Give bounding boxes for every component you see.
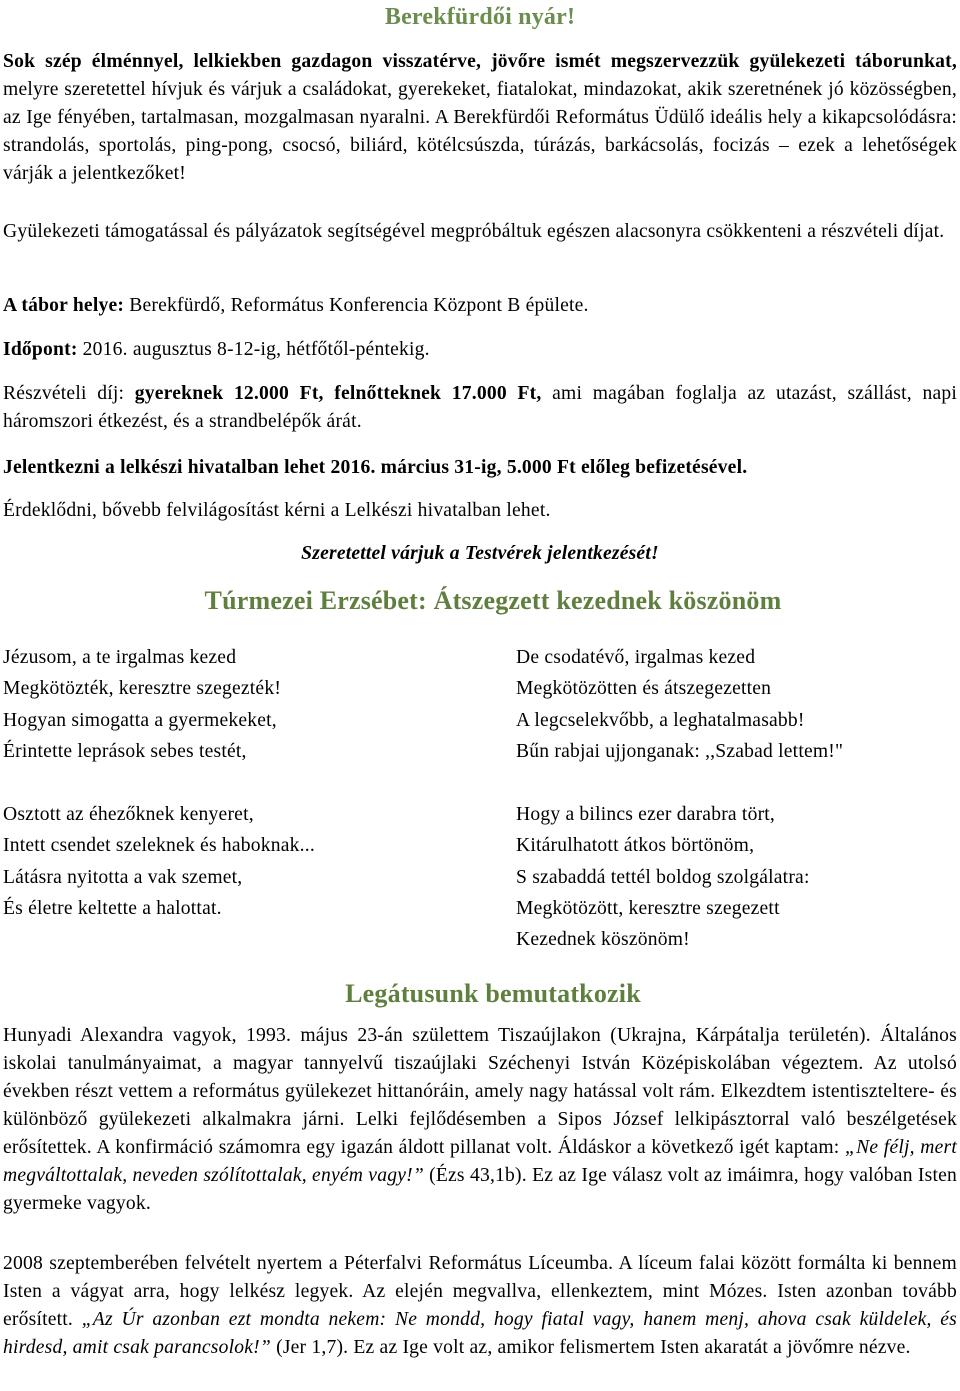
inquire-info: Érdeklődni, bővebb felvilágosítást kérni a Lelkészi hivatalban lehet. <box>3 500 551 521</box>
legatus-paragraph-1 <box>3 1022 957 1218</box>
poem-line: De csodatévő, irgalmas kezed <box>516 647 756 668</box>
legatus-p2-text: 2008 szeptemberében felvételt nyertem a Péterfalvi Református Líceumba. A líceum falai között formálta ki bennem Isten a vágyat arra, hogy lelkész legyek. Az elején megvallva, ellenkeztem, mint Mózes. Isten azonban tovább erősített. <box>3 1253 957 1330</box>
poem-line: Kitárulhatott átkos börtönöm, <box>516 835 755 857</box>
legatus-paragraph-2 <box>3 1250 957 1362</box>
poem-line: Hogyan simogatta a gyermekeket, <box>3 709 277 731</box>
closing-line <box>0 540 960 568</box>
poem-title: Túrmezei Erzsébet: Átszegzett kezednek köszönöm <box>204 586 782 615</box>
poem-left-stanza-1 <box>3 642 483 767</box>
section-title-berekfurdo: Berekfürdői nyár! <box>384 4 576 30</box>
intro-paragraph <box>3 48 957 188</box>
legatus-p2-ref: (Jer 1,7). Ez az Ige volt az, amikor felismertem Isten akaratát a jövőmre nézve. <box>271 1337 911 1358</box>
intro-rest: melyre szeretettel hívjuk és várjuk a családokat, gyerekeket, fiatalokat, mindazokat, akik szeretnének jó közösségben, az Ige fényében, tartalmasan, mozgalmasan nyaralni. A Berekfürdői Református Üdülő ideális hely a kikapcsolódásra: strandolás, sportolás, ping-pong, csocsó, biliárd, kötélcsúszda, túrázás, barkácsolás, focizás – ezek a lehetőségek várják a jelentkezőket! <box>3 79 957 184</box>
camp-date <box>3 336 957 364</box>
place-label: A tábor helye: <box>3 295 125 316</box>
poem-line: Érintette leprások sebes testét, <box>3 740 247 762</box>
closing-text: Szeretettel várjuk a Testvérek jelentkezését! <box>301 543 659 564</box>
fee-rest: ami magában foglalja az utazást, szállást, napi háromszori étkezést, és a strandbelépők árát. <box>3 383 957 432</box>
legatus-title: Legátusunk bemutatkozik <box>345 979 641 1008</box>
poem-line: S szabaddá tettél boldog szolgálatra: <box>516 866 810 888</box>
poem-line: Jézusom, a te irgalmas kezed <box>3 647 237 668</box>
poem-line: Osztott az éhezőknek kenyeret, <box>3 804 254 825</box>
poem-line: A legcselekvőbb, a leghatalmasabb! <box>516 709 805 731</box>
poem-line: Látásra nyitotta a vak szemet, <box>3 866 243 888</box>
date-value: 2016. augusztus 8-12-ig, hétfőtől-péntekig. <box>77 339 430 360</box>
poem-line: Megkötözték, keresztre szegezték! <box>3 678 282 700</box>
apply-info <box>3 454 957 482</box>
intro-bold: Sok szép élménnyel, lelkiekben gazdagon visszatérve, jövőre ismét megszervezzük gyülekezeti táborunkat, <box>3 51 957 72</box>
poem-right-stanza-2 <box>516 799 956 955</box>
poem-line: Intett csendet szeleknek és haboknak... <box>3 835 315 857</box>
apply-text: Jelentkezni a lelkészi hivatalban lehet 2016. március 31-ig, 5.000 Ft előleg befizetésével. <box>3 457 748 478</box>
poem-line: És életre keltette a halottat. <box>3 897 222 919</box>
poem-line: Bűn rabjai ujjonganak: ,,Szabad lettem!" <box>516 740 844 762</box>
place-value: Berekfürdő, Református Konferencia Központ B épülete. <box>124 295 589 316</box>
poem-right-stanza-1 <box>516 642 956 767</box>
poem-line: Megkötözötten és átszegezetten <box>516 678 772 700</box>
fee-prefix: Részvételi díj: <box>3 383 135 404</box>
poem-line: Kezednek köszönöm! <box>516 929 690 951</box>
legatus-p1-ref: (Ézs 43,1b). Ez az Ige válasz volt az imáimra, hogy valóban Isten gyermeke vagyok. <box>3 1165 957 1214</box>
poem-line: Hogy a bilincs ezer darabra tört, <box>516 804 776 825</box>
legatus-p1-text: Hunyadi Alexandra vagyok, 1993. május 23-án születtem Tiszaújlakon (Ukrajna, Kárpátalja területén). Általános iskolai tanulmányaimat, a magyar tannyelvű tiszaújlaki Széchenyi István Középiskolában végeztem. Az utolsó években részt vettem a református gyülekezet hittanóráin, amely nagy hatással volt rám. Elkezdtem istentiszteltere- és különböző gyülekezeti alkalmakra járni. Lelki fejlődésemben a Sipos József lelkipásztorral való beszélgetések erősítettek. A konfirmáció számomra egy igazán áldott pillanat volt. Áldáskor a következő igét kaptam: <box>3 1025 957 1158</box>
legatus-p2-quote: „Az Úr azonban ezt mondta nekem: Ne mondd, hogy fiatal vagy, hanem menj, ahova csak küldelek, és hirdesd, amit csak parancsolok!” <box>3 1309 957 1358</box>
camp-fee <box>3 380 957 436</box>
support-paragraph: Gyülekezeti támogatással és pályázatok segítségével megpróbáltuk egészen alacsonyra csökkenteni a részvételi díjat. <box>3 221 945 242</box>
date-label: Időpont: <box>3 339 78 360</box>
legatus-p1-quote: „Ne félj, mert megváltottalak, neveden szólítottalak, enyém vagy!” <box>3 1137 957 1186</box>
poem-line: Megkötözött, keresztre szegezett <box>516 897 780 919</box>
camp-place <box>3 292 957 320</box>
fee-amounts: gyereknek 12.000 Ft, felnőtteknek 17.000 Ft, <box>134 383 542 404</box>
poem-left-stanza-2 <box>3 799 483 924</box>
